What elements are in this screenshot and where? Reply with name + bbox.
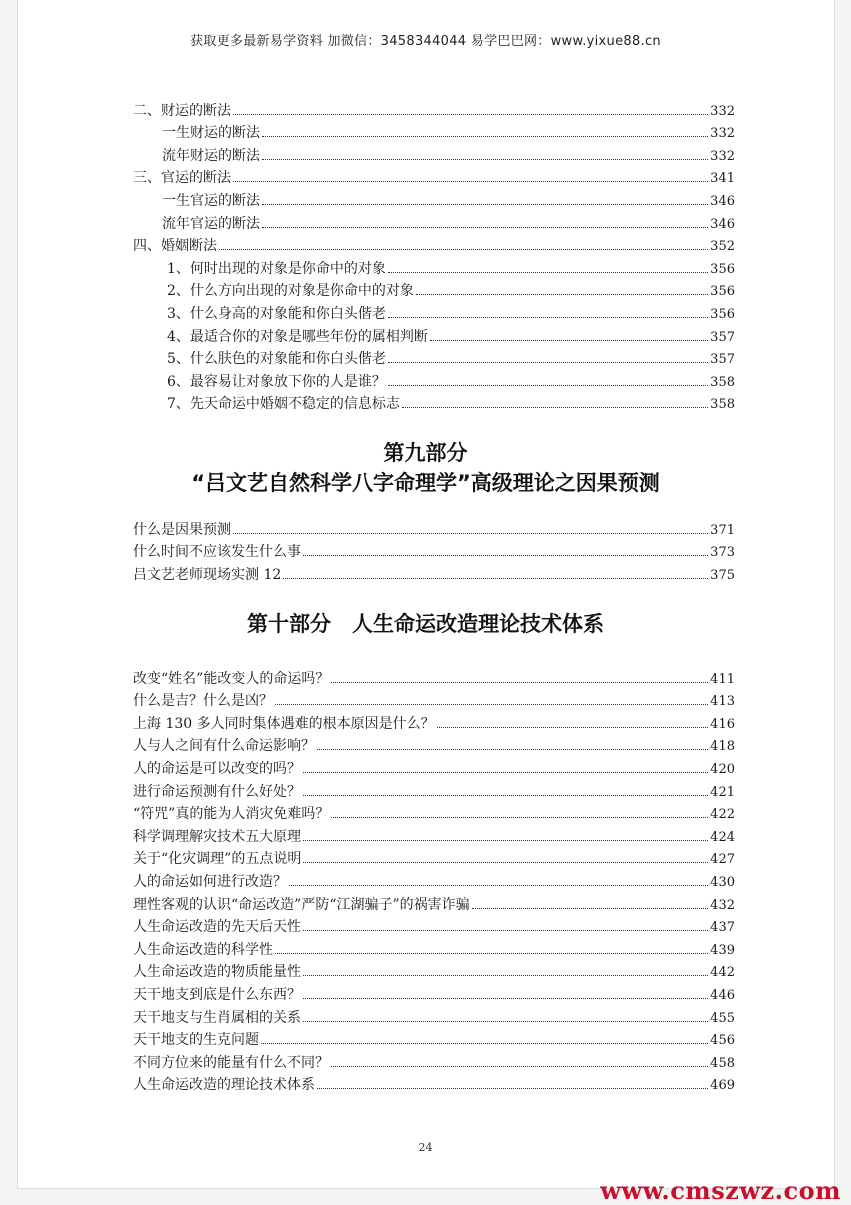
toc-entry <box>133 163 735 186</box>
dot-leader <box>402 407 708 408</box>
watermark: www.cmszwz.com <box>600 1176 841 1205</box>
top-banner: 获取更多最新易学资料 加微信：3458344044 易学巴巴网：www.yixue88.cn <box>190 34 661 49</box>
dot-leader <box>317 1088 708 1089</box>
toc-entry-page: 352 <box>710 239 735 255</box>
toc-entry-page: 411 <box>710 671 735 687</box>
toc-entry-title: 科学调理解灾技术五大原理 <box>133 828 301 845</box>
dot-leader <box>303 998 708 999</box>
toc-entry-title: 人生命运改造的理论技术体系 <box>133 1077 315 1094</box>
toc-entry-title: 一生财运的断法 <box>162 125 260 142</box>
toc-entry-page: 455 <box>710 1010 735 1026</box>
toc-entry <box>133 253 735 276</box>
dot-leader <box>388 362 708 363</box>
toc-entry-title: 人生命运改造的物质能量性 <box>133 964 301 981</box>
toc-entry-page: 375 <box>710 567 735 583</box>
toc-entry-title: 进行命运预测有什么好处？ <box>133 783 301 800</box>
toc-entry <box>133 95 735 118</box>
toc-entry <box>133 514 735 537</box>
toc-section-part9 <box>133 514 735 582</box>
dot-leader <box>275 953 708 954</box>
toc-entry-page: 416 <box>710 716 735 732</box>
toc-entry-page: 442 <box>710 965 735 981</box>
toc-entry <box>133 844 735 867</box>
toc-entry <box>133 344 735 367</box>
toc-entry-title: 3、什么身高的对象能和你白头偕老 <box>167 305 386 322</box>
part10-heading: 第十部分 人生命运改造理论技术体系 <box>247 612 604 636</box>
part9-subheading: “吕文艺自然科学八字命理学”高级理论之因果预测 <box>191 471 660 495</box>
toc-entry <box>133 118 735 141</box>
toc-entry-title: 人与人之间有什么命运影响？ <box>133 738 315 755</box>
dot-leader <box>430 340 708 341</box>
toc-entry-title: 一生官运的断法 <box>162 192 260 209</box>
toc-entry-title: 6、最容易让对象放下你的人是谁？ <box>167 373 386 390</box>
toc-entry-title: 什么时间不应该发生什么事 <box>133 544 301 561</box>
toc-entry-page: 357 <box>710 352 735 368</box>
toc-entry-page: 357 <box>710 329 735 345</box>
toc-entry-page: 332 <box>710 126 735 142</box>
toc-section-part10 <box>133 663 735 1092</box>
toc-entry <box>133 1025 735 1048</box>
toc-section-finance-career-marriage <box>133 95 735 411</box>
toc-entry-title: 人的命运如何进行改造？ <box>133 873 287 890</box>
dot-leader <box>303 555 708 556</box>
toc-entry-title: 7、先天命运中婚姻不稳定的信息标志 <box>167 396 400 413</box>
dot-leader <box>303 772 708 773</box>
toc-entry <box>133 912 735 935</box>
dot-leader <box>317 749 708 750</box>
dot-leader <box>416 294 708 295</box>
toc-entry-page: 446 <box>710 987 735 1003</box>
dot-leader <box>331 682 708 683</box>
toc-entry <box>133 663 735 686</box>
dot-leader <box>233 533 708 534</box>
part9-heading: 第九部分 <box>383 441 468 465</box>
toc-entry-page: 371 <box>710 522 735 538</box>
dot-leader <box>233 114 708 115</box>
toc-entry-page: 413 <box>710 694 735 710</box>
dot-leader <box>303 975 708 976</box>
toc-entry <box>133 753 735 776</box>
toc-entry-title: 2、什么方向出现的对象是你命中的对象 <box>167 283 414 300</box>
toc-entry <box>133 686 735 709</box>
toc-entry <box>133 321 735 344</box>
dot-leader <box>261 1043 708 1044</box>
toc-entry-title: 天干地支与生肖属相的关系 <box>133 1009 301 1026</box>
toc-entry <box>133 1047 735 1070</box>
dot-leader <box>303 840 708 841</box>
dot-leader <box>388 272 708 273</box>
toc-entry <box>133 140 735 163</box>
toc-entry-page: 332 <box>710 103 735 119</box>
toc-entry-title: “符咒”真的能为人消灾免难吗？ <box>133 806 330 823</box>
toc-entry-title: 理性客观的认识“命运改造”严防“江湖骗子”的祸害诈骗 <box>133 896 470 913</box>
toc-entry <box>133 979 735 1002</box>
toc-entry <box>133 731 735 754</box>
toc-entry <box>133 799 735 822</box>
toc-entry-page: 427 <box>710 852 735 868</box>
toc-entry-page: 420 <box>710 761 735 777</box>
toc-entry-page: 346 <box>710 193 735 209</box>
toc-entry-page: 424 <box>710 829 735 845</box>
toc-entry-page: 332 <box>710 148 735 164</box>
dot-leader <box>331 817 708 818</box>
dot-leader <box>388 317 708 318</box>
dot-leader <box>262 136 708 137</box>
toc-entry-page: 356 <box>710 284 735 300</box>
toc-entry-title: 什么是因果预测 <box>133 521 231 538</box>
toc-entry-page: 373 <box>710 545 735 561</box>
toc-entry-title: 人的命运是可以改变的吗？ <box>133 760 301 777</box>
toc-entry-page: 356 <box>710 306 735 322</box>
toc-entry-page: 437 <box>710 920 735 936</box>
dot-leader <box>275 704 708 705</box>
toc-entry-title: 上海 130 多人同时集体遇难的根本原因是什么？ <box>133 715 435 732</box>
toc-entry <box>133 537 735 560</box>
toc-entry-page: 358 <box>710 374 735 390</box>
toc-entry-page: 418 <box>710 739 735 755</box>
toc-entry-title: 天干地支到底是什么东西？ <box>133 986 301 1003</box>
toc-entry-title: 什么是吉？什么是凶？ <box>133 693 273 710</box>
toc-entry-page: 469 <box>710 1078 735 1094</box>
toc-entry-title: 1、何时出现的对象是你命中的对象 <box>167 260 386 277</box>
toc-entry <box>133 298 735 321</box>
toc-entry-page: 421 <box>710 784 735 800</box>
toc-entry <box>133 889 735 912</box>
dot-leader <box>303 1021 708 1022</box>
toc-entry <box>133 185 735 208</box>
dot-leader <box>289 885 708 886</box>
toc-entry <box>133 821 735 844</box>
toc-entry-title: 人生命运改造的先天后天性 <box>133 919 301 936</box>
toc-entry <box>133 208 735 231</box>
dot-leader <box>262 227 708 228</box>
toc-entry <box>133 776 735 799</box>
toc-entry-title: 二、财运的断法 <box>133 102 231 119</box>
toc-entry-page: 430 <box>710 874 735 890</box>
dot-leader <box>437 727 709 728</box>
dot-leader <box>331 1066 708 1067</box>
toc-entry <box>133 708 735 731</box>
toc-entry-title: 关于“化灾调理”的五点说明 <box>133 851 302 868</box>
dot-leader <box>303 862 708 863</box>
page-number: 24 <box>418 1141 433 1154</box>
toc-entry-page: 358 <box>710 397 735 413</box>
toc-entry-page: 439 <box>710 942 735 958</box>
toc-entry <box>133 866 735 889</box>
toc-entry-title: 吕文艺老师现场实测 12 <box>133 566 282 583</box>
toc-entry-page: 356 <box>710 261 735 277</box>
dot-leader <box>283 578 708 579</box>
dot-leader <box>233 181 708 182</box>
dot-leader <box>303 795 708 796</box>
toc-entry-title: 流年官运的断法 <box>162 215 260 232</box>
dot-leader <box>262 204 708 205</box>
toc-entry <box>133 934 735 957</box>
toc-entry-page: 422 <box>710 807 735 823</box>
toc-entry-title: 人生命运改造的科学性 <box>133 941 273 958</box>
toc-entry <box>133 957 735 980</box>
toc-entry-page: 432 <box>710 897 735 913</box>
toc-entry-title: 不同方位来的能量有什么不同？ <box>133 1054 329 1071</box>
toc-entry-page: 346 <box>710 216 735 232</box>
toc-entry-title: 4、最适合你的对象是哪些年份的属相判断 <box>167 328 428 345</box>
toc-entry-title: 天干地支的生克问题 <box>133 1032 259 1049</box>
toc-entry-title: 5、什么肤色的对象能和你白头偕老 <box>167 351 386 368</box>
toc-entry <box>133 1070 735 1093</box>
toc-entry <box>133 276 735 299</box>
toc-entry <box>133 389 735 412</box>
toc-entry <box>133 1002 735 1025</box>
dot-leader <box>219 249 708 250</box>
dot-leader <box>472 908 709 909</box>
toc-entry-page: 456 <box>710 1033 735 1049</box>
toc-entry <box>133 366 735 389</box>
toc-entry <box>133 231 735 254</box>
toc-entry-title: 四、婚姻断法 <box>133 238 217 255</box>
dot-leader <box>388 385 708 386</box>
toc-entry-title: 三、官运的断法 <box>133 170 231 187</box>
toc-entry-title: 流年财运的断法 <box>162 147 260 164</box>
toc-entry-title: 改变“姓名”能改变人的命运吗？ <box>133 670 330 687</box>
dot-leader <box>262 159 708 160</box>
toc-entry-page: 458 <box>710 1055 735 1071</box>
toc-entry <box>133 559 735 582</box>
dot-leader <box>303 930 708 931</box>
toc-entry-page: 341 <box>710 171 735 187</box>
